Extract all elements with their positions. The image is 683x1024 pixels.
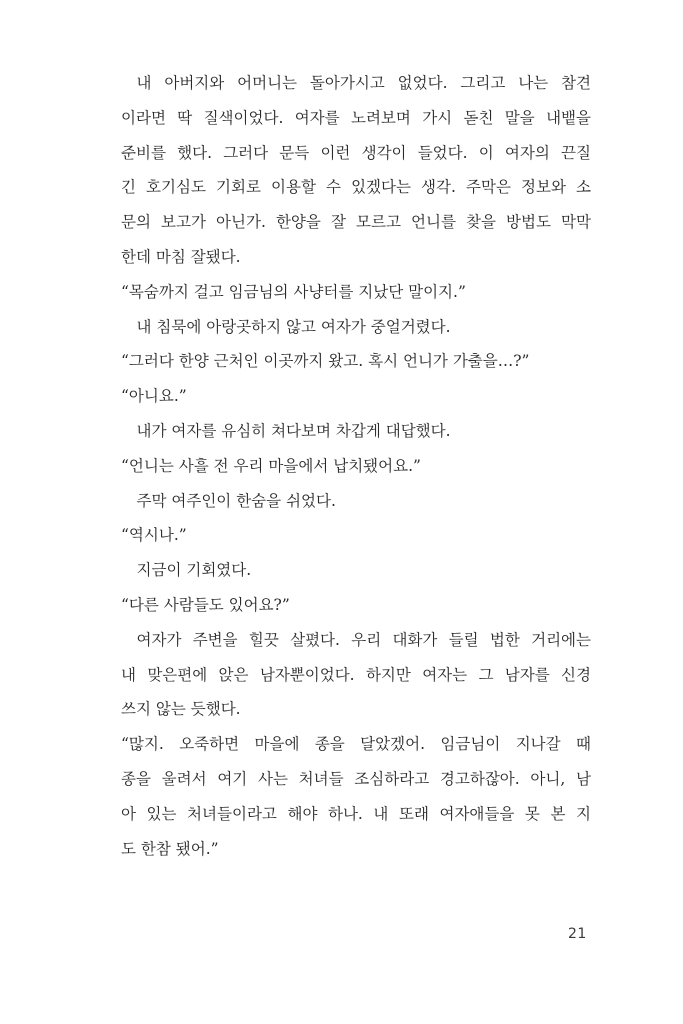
text-line: 문의 보고가 아닌가. 한양을 잘 모르고 언니를 찾을 방법도 막막 bbox=[121, 213, 591, 232]
text-line: “목숨까지 걸고 임금님의 사냥터를 지났단 말이지.” bbox=[121, 282, 466, 301]
page-number: 21 bbox=[568, 926, 587, 942]
text-line: 준비를 했다. 그러다 문득 이런 생각이 들었다. 이 여자의 끈질 bbox=[121, 143, 591, 162]
text-line: “그러다 한양 근처인 이곳까지 왔고. 혹시 언니가 가출을…?” bbox=[121, 352, 530, 371]
text-line: “역시나.” bbox=[121, 526, 187, 545]
text-line: 한데 마침 잘됐다. bbox=[121, 247, 241, 266]
text-line: 내 아버지와 어머니는 돌아가시고 없었다. 그리고 나는 참견 bbox=[136, 74, 591, 92]
text-line: 내 맞은편에 앉은 남자뿐이었다. 하지만 여자는 그 남자를 신경 bbox=[121, 665, 591, 684]
text-line: 지금이 기회였다. bbox=[136, 561, 252, 580]
text-line: “언니는 사흘 전 우리 마을에서 납치됐어요.” bbox=[121, 456, 421, 475]
text-line: 주막 여주인이 한숨을 쉬었다. bbox=[136, 491, 336, 510]
text-line: 쓰지 않는 듯했다. bbox=[121, 700, 241, 719]
text-line: 아 있는 처녀들이라고 해야 하나. 내 또래 여자애들을 못 본 지 bbox=[121, 804, 591, 823]
body-text bbox=[121, 66, 591, 866]
text-line: 도 한참 됐어.” bbox=[121, 839, 219, 858]
text-line: “다른 사람들도 있어요?” bbox=[121, 595, 290, 614]
text-line: 종을 울려서 여기 사는 처녀들 조심하라고 경고하잖아. 아니, 남 bbox=[121, 769, 591, 788]
text-line: “아니요.” bbox=[121, 387, 187, 406]
text-line: 긴 호기심도 기회로 이용할 수 있겠다는 생각. 주막은 정보와 소 bbox=[121, 178, 591, 197]
text-line: 이라면 딱 질색이었다. 여자를 노려보며 가시 돋친 말을 내뱉을 bbox=[121, 108, 591, 127]
text-line: “많지. 오죽하면 마을에 종을 달았겠어. 임금님이 지나갈 때 bbox=[121, 735, 591, 754]
text-line: 여자가 주변을 힐끗 살폈다. 우리 대화가 들릴 법한 거리에는 bbox=[136, 630, 591, 649]
text-line: 내가 여자를 유심히 쳐다보며 차갑게 대답했다. bbox=[136, 421, 451, 440]
text-line: 내 침묵에 아랑곳하지 않고 여자가 중얼거렸다. bbox=[136, 317, 451, 336]
